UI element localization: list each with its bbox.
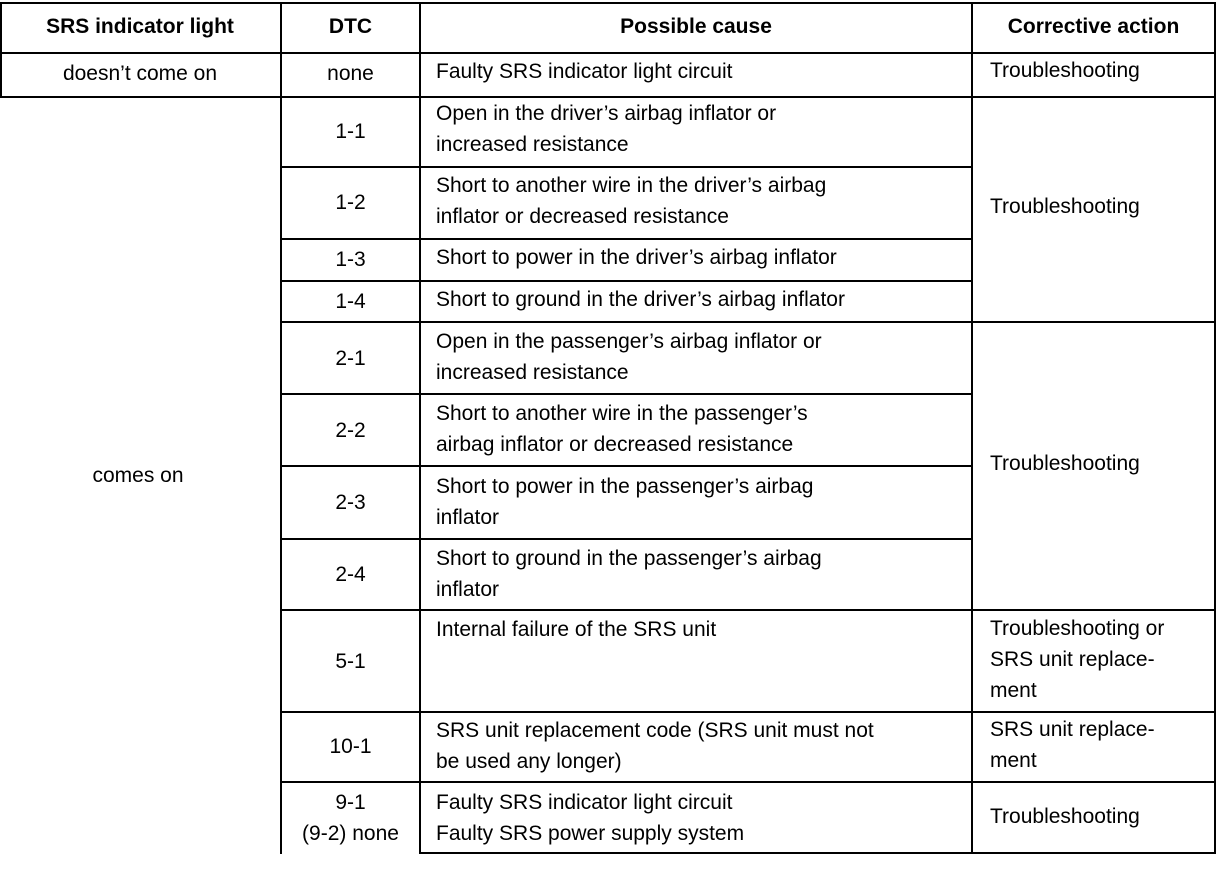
action-text: Troubleshooting	[990, 805, 1140, 828]
dtc-code: 2-2	[335, 419, 366, 442]
dtc-code: 1-4	[335, 290, 366, 313]
cause-text: be used any longer)	[436, 750, 622, 773]
cause-text: increased resistance	[436, 133, 629, 156]
rule-row	[282, 465, 972, 467]
dtc-code: 5-1	[335, 650, 366, 673]
rule-row	[282, 781, 1216, 783]
cause-text: Short to power in the driver’s airbag inflator	[436, 246, 837, 269]
dtc-code: 2-1	[335, 347, 366, 370]
indicator-on: comes on	[92, 464, 184, 487]
dtc-code: 1-1	[335, 120, 366, 143]
cause-text: Short to ground in the passenger’s airbag	[436, 547, 822, 570]
action-text: Troubleshooting	[990, 452, 1140, 475]
action-text: ment	[990, 749, 1037, 772]
rule-col-action	[971, 2, 973, 854]
dtc-code: 1-3	[335, 248, 366, 271]
rule-row	[282, 609, 1216, 611]
cause-text: inflator	[436, 578, 500, 601]
header-dtc: DTC	[328, 15, 373, 38]
dtc-code-alt: (9-2) none	[302, 822, 399, 845]
rule-row	[282, 538, 972, 540]
cause-text: Faulty SRS indicator light circuit	[436, 791, 733, 814]
rule-top	[0, 2, 1216, 4]
dtc-code: 1-2	[335, 191, 366, 214]
rule-none-bottom	[0, 96, 1216, 98]
cause-text: Faulty SRS power supply system	[436, 822, 745, 845]
rule-row	[282, 321, 1216, 323]
cause-text: Internal failure of the SRS unit	[436, 618, 717, 641]
cause-text: Short to another wire in the driver’s airbag	[436, 174, 827, 197]
action-text: SRS unit replace-	[990, 648, 1155, 671]
rule-row	[282, 280, 972, 282]
cause-text: SRS unit replacement code (SRS unit must not	[436, 719, 874, 742]
dtc-code: 9-1	[335, 791, 366, 814]
cause-text: inflator	[436, 506, 500, 529]
action-text: Troubleshooting	[990, 59, 1140, 82]
cause-text: Short to ground in the driver’s airbag inflator	[436, 288, 845, 311]
rule-bottom	[420, 852, 1216, 854]
dtc-code: 2-3	[335, 491, 366, 514]
rule-row	[282, 166, 972, 168]
rule-row	[282, 711, 1216, 713]
action-text: SRS unit replace-	[990, 718, 1155, 741]
cause-text: Faulty SRS indicator light circuit	[436, 60, 733, 83]
rule-row	[282, 238, 972, 240]
dtc-code: 10-1	[329, 735, 372, 758]
cause-text: Open in the passenger’s airbag inflator or	[436, 330, 822, 353]
rule-header-bottom	[0, 52, 1216, 54]
rule-col-cause	[419, 2, 421, 854]
indicator-off: doesn’t come on	[62, 62, 218, 85]
cause-text: Short to power in the passenger’s airbag	[436, 475, 814, 498]
header-action: Corrective action	[1007, 15, 1180, 38]
cause-text: Open in the driver’s airbag inflator or	[436, 102, 777, 125]
cause-text: airbag inflator or decreased resistance	[436, 433, 794, 456]
rule-row	[282, 393, 972, 395]
action-text: ment	[990, 679, 1037, 702]
action-text: Troubleshooting	[990, 195, 1140, 218]
action-text: Troubleshooting or	[990, 617, 1165, 640]
dtc-code: none	[327, 62, 374, 85]
cause-text: Short to another wire in the passenger’s	[436, 402, 808, 425]
cause-text: increased resistance	[436, 361, 629, 384]
dtc-code: 2-4	[335, 563, 366, 586]
header-indicator: SRS indicator light	[46, 15, 234, 38]
header-cause: Possible cause	[620, 15, 772, 38]
cause-text: inflator or decreased resistance	[436, 205, 729, 228]
